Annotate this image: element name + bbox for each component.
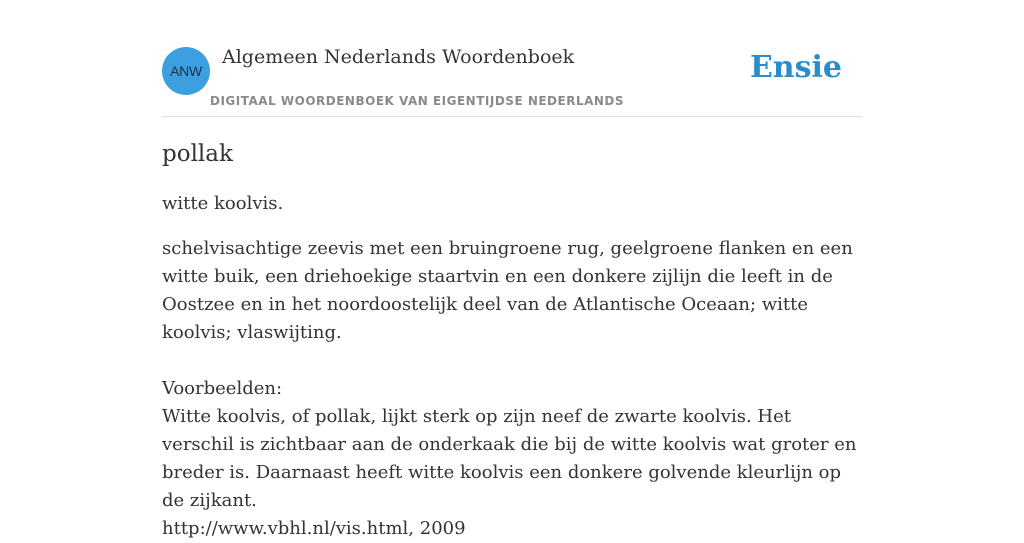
definition: schelvisachtige zeevis met een bruingroene rug, geelgroene flanken en een witte buik, een driehoekige staartvin en een donkere zijlijn die leeft in de Oostzee en in het noordoostelijk deel van de Atlantische Oceaan; witte koolvis; vlaswijting. bbox=[162, 238, 853, 343]
example-text: Witte koolvis, of pollak, lijkt sterk op zijn neef de zwarte koolvis. Het verschil is zichtbaar aan de onderkaak die bij de witte koolvis wat groter en breder is. Daarnaast heeft witte koolvis een donkere golvende kleurlijn op de zijkant. bbox=[162, 406, 857, 511]
site-subtitle: DIGITAAL WOORDENBOEK VAN EIGENTIJDSE NEDERLANDS bbox=[210, 94, 625, 108]
headword: pollak bbox=[162, 141, 233, 167]
site-header bbox=[162, 44, 862, 117]
example-source: http://www.vbhl.nl/vis.html, 2009 bbox=[162, 518, 466, 539]
ensie-logo[interactable]: Ensie bbox=[749, 50, 842, 85]
site-title[interactable]: Algemeen Nederlands Woordenboek bbox=[222, 46, 575, 68]
anw-logo[interactable]: ANW bbox=[162, 47, 210, 95]
examples-section bbox=[162, 375, 862, 543]
entry-content bbox=[162, 136, 862, 543]
short-definition: witte koolvis. bbox=[162, 193, 284, 214]
examples-label: Voorbeelden: bbox=[162, 378, 283, 399]
